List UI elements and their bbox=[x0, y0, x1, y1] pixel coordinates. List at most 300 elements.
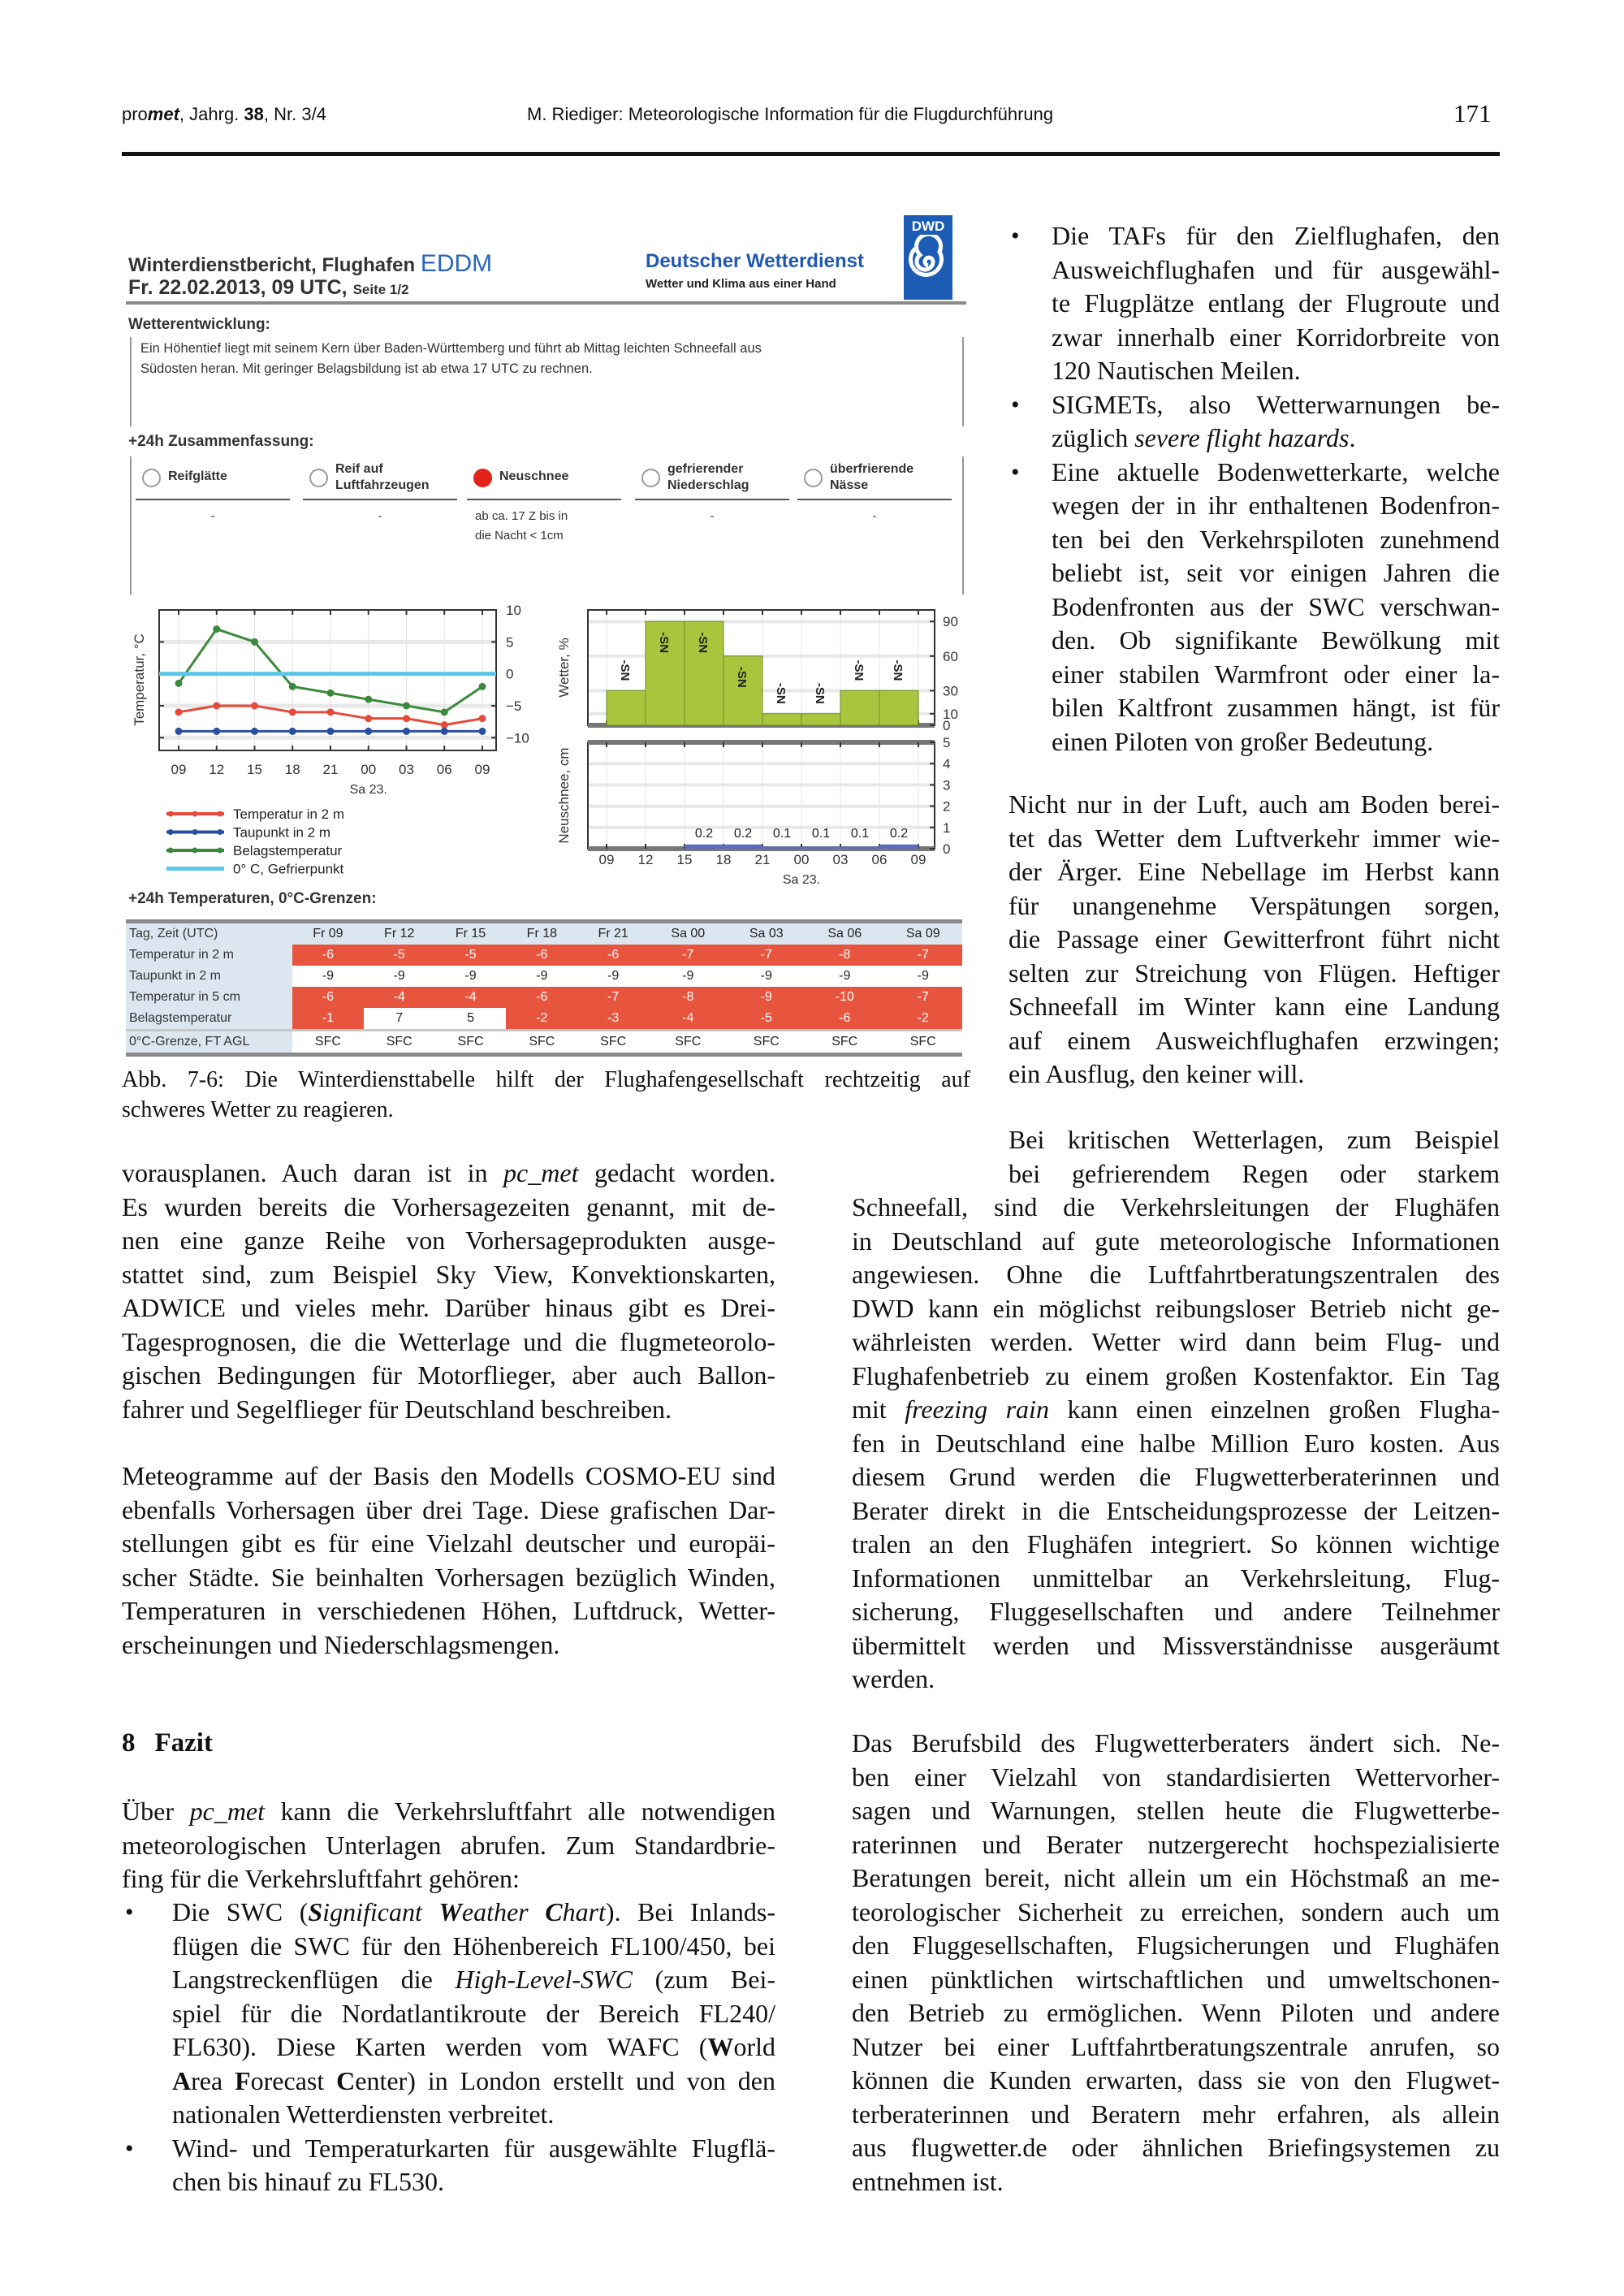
text-line bbox=[1009, 1157, 1500, 1191]
text-line bbox=[852, 2131, 1500, 2165]
data-point bbox=[441, 728, 448, 735]
list-item bbox=[1011, 456, 1500, 759]
paragraph bbox=[1009, 788, 1500, 1092]
y-tick-label: 0 bbox=[943, 718, 951, 733]
text-line-content: Ausweichflughafen und für ausgewähl- bbox=[1052, 254, 1500, 284]
org-tagline: Wetter und Klima aus einer Hand bbox=[646, 277, 836, 291]
text-line bbox=[852, 1562, 1500, 1596]
y-tick-label: 0 bbox=[506, 666, 514, 682]
text-line-content: währleisten werden. Wetter wird dann beim Flug- und bbox=[852, 1327, 1500, 1356]
summary-label-line: Reif auf bbox=[335, 462, 383, 476]
table-cell: -9 bbox=[917, 969, 929, 983]
text-line-content: Beratungen bereit, nicht allein um ein Höchstmaß an me- bbox=[852, 1863, 1500, 1892]
table-cell: -6 bbox=[577, 945, 649, 966]
text-line bbox=[1009, 889, 1500, 923]
text-line bbox=[852, 1595, 1500, 1629]
bar bbox=[879, 690, 918, 725]
text-line bbox=[1009, 957, 1500, 991]
bar bbox=[762, 714, 801, 725]
text-line-content: tralen an den Flughäfen integriert. So können wichtige bbox=[852, 1529, 1500, 1559]
column-header: Sa 03 bbox=[728, 922, 806, 945]
text-line bbox=[852, 1929, 1500, 1963]
x-axis-label: Sa 23. bbox=[349, 783, 387, 797]
text-line-content: die Passage einer Gewitterfront führt nicht bbox=[1009, 924, 1500, 953]
text-line-content: ein Ausflug, den keiner will. bbox=[1009, 1059, 1305, 1088]
text-line bbox=[852, 1393, 1500, 1427]
text-line-content: Die SWC (Significant Weather Chart). Bei Inlands- bbox=[172, 1897, 776, 1926]
y-tick-label: 10 bbox=[506, 603, 521, 618]
x-tick-label: 21 bbox=[754, 852, 771, 867]
table-cell: -6 bbox=[806, 1008, 883, 1031]
legend-marker bbox=[218, 811, 223, 817]
bullet-icon: • bbox=[1011, 458, 1020, 486]
table-cell: -7 bbox=[728, 945, 806, 966]
table-cell: -8 bbox=[649, 987, 727, 1008]
bar-label: -SN bbox=[891, 659, 905, 681]
text-line bbox=[852, 1460, 1500, 1494]
italic-text: freezing rain bbox=[905, 1394, 1049, 1424]
bar bbox=[762, 846, 801, 849]
italic-text: hart bbox=[562, 1897, 606, 1926]
text-line bbox=[1052, 219, 1500, 253]
y-tick-label: −10 bbox=[506, 730, 529, 746]
text-line-content: bei gefrierendem Regen oder starkem bbox=[1009, 1158, 1500, 1188]
journal-name-emphasis: met bbox=[147, 104, 179, 124]
y-tick-label: 90 bbox=[943, 614, 958, 630]
text-line bbox=[1009, 855, 1500, 889]
italic-text: pc_met bbox=[189, 1797, 266, 1826]
x-tick-label: 18 bbox=[284, 762, 300, 777]
table-cell: -5 bbox=[435, 945, 507, 966]
section-title: Fazit bbox=[154, 1728, 213, 1758]
text-line bbox=[1052, 523, 1500, 557]
x-tick-label: 21 bbox=[322, 762, 339, 777]
text-line-content: scher Städte. Sie beinhalten Vorhersagen bezüglich Winden, bbox=[122, 1562, 775, 1592]
paragraph bbox=[852, 1727, 1500, 2199]
text-line bbox=[122, 1325, 775, 1360]
table-cell: -9 bbox=[536, 969, 548, 983]
bullet-list bbox=[125, 1896, 776, 2199]
column-header: Tag, Zeit (UTC) bbox=[126, 922, 292, 945]
summary-value-line: die Nacht < 1cm bbox=[475, 529, 564, 543]
text-line bbox=[122, 1795, 775, 1829]
italic-text: severe flight hazards bbox=[1134, 423, 1350, 452]
text-line-content: Area Forecast Center) in London erstellt und von den bbox=[172, 2065, 776, 2095]
text-line bbox=[1009, 822, 1500, 856]
text-line bbox=[1009, 923, 1500, 957]
text-line bbox=[1052, 422, 1500, 456]
paragraph bbox=[122, 1157, 775, 1426]
data-point bbox=[327, 708, 335, 716]
winter-service-report-figure bbox=[126, 213, 970, 1057]
paragraph bbox=[1009, 1123, 1500, 1191]
text-line-content: auf einem Ausweichflughafen erzwingen; bbox=[1009, 1025, 1500, 1055]
x-tick-label: 15 bbox=[247, 762, 262, 777]
temperature-table bbox=[126, 919, 962, 1057]
text-line-content: Das Berufsbild des Flugwetterberaters ändert sich. Ne- bbox=[852, 1728, 1500, 1758]
y-tick-label: 60 bbox=[943, 648, 958, 664]
data-point bbox=[365, 715, 372, 722]
text-line bbox=[1052, 590, 1500, 625]
summary-value-line: ab ca. 17 Z bis in bbox=[475, 509, 568, 523]
text-line bbox=[122, 1095, 970, 1125]
bar-label: -SN bbox=[618, 659, 632, 681]
bar bbox=[723, 845, 762, 849]
charts bbox=[126, 213, 970, 895]
table-cell: -2 bbox=[506, 1008, 577, 1031]
x-tick-label: 00 bbox=[793, 852, 810, 867]
text-line bbox=[1052, 253, 1500, 288]
text-line-content: Informationen unmittelbar an Verkehrsleitung, Flug- bbox=[852, 1563, 1500, 1593]
table-cell: SFC bbox=[506, 1031, 577, 1055]
text-line-content: stattet sind, zum Beispiel Sky View, Konvektionskarten, bbox=[122, 1259, 775, 1289]
y-tick-label: 30 bbox=[943, 683, 958, 699]
text-line bbox=[122, 1829, 775, 1863]
legend-marker bbox=[218, 829, 223, 835]
development-text-line: Ein Höhentief liegt mit seinem Kern über Baden-Württemberg und führt ab Mittag leichten Schneefall aus bbox=[140, 341, 762, 356]
text-line-content: Meteogramme auf der Basis den Modells COSMO-EU sind bbox=[122, 1461, 775, 1490]
text-line bbox=[852, 1861, 1500, 1896]
airport-code: EDDM bbox=[420, 250, 493, 277]
paragraph bbox=[852, 1191, 1500, 1697]
bullet-icon: • bbox=[125, 2134, 134, 2162]
italic-text: pc_met bbox=[503, 1158, 579, 1187]
text-line-content: in Deutschland auf gute meteorologische Informationen bbox=[852, 1226, 1500, 1256]
table-cell: -6 bbox=[292, 945, 364, 966]
text-line bbox=[122, 1459, 775, 1494]
bar bbox=[685, 845, 723, 849]
text-line-content: für unangenehme Verspätungen sorgen, bbox=[1009, 890, 1500, 920]
text-line-content: fing für die Verkehrsluftfahrt gehören: bbox=[122, 1864, 520, 1893]
text-line bbox=[122, 1359, 775, 1393]
text-line-content: aus flugwetter.de oder ähnlichen Briefingsystemen zu bbox=[852, 2133, 1500, 2162]
table-row bbox=[126, 987, 962, 1008]
text-line bbox=[852, 2165, 1500, 2199]
text-line-content: flügen die SWC für den Höhenbereich FL100/450, bei bbox=[172, 1931, 775, 1961]
table-cell: -9 bbox=[839, 969, 851, 983]
bar bbox=[840, 690, 879, 725]
column-header: Sa 09 bbox=[883, 922, 962, 945]
text-line-content: Über pc_met kann die Verkehrsluftfahrt alle notwendigen bbox=[122, 1797, 775, 1826]
bar bbox=[801, 714, 840, 725]
text-line-content: ADWICE und vieles mehr. Darüber hinaus gibt es Drei- bbox=[122, 1293, 775, 1322]
text-line-content: terberaterinnen und Beratern mehr erfahren, als allein bbox=[852, 2099, 1500, 2129]
text-line-content: den. Ob signifikante Bewölkung mit bbox=[1052, 625, 1500, 655]
text-line-content: bilen Kaltfront zusammen hängt, ist für bbox=[1052, 693, 1500, 722]
text-line bbox=[1052, 354, 1500, 388]
text-line-content: FL630). Diese Karten werden vom WAFC (World bbox=[172, 2032, 775, 2061]
bold-text: C bbox=[336, 2065, 356, 2095]
data-point bbox=[365, 728, 372, 735]
row-label: Temperatur in 2 m bbox=[126, 945, 292, 966]
y-axis-label: Wetter, % bbox=[556, 638, 572, 698]
text-line-content: Schneefall, sind die Verkehrsleitungen der Flughäfen bbox=[852, 1192, 1500, 1222]
column-header: Fr 12 bbox=[364, 922, 435, 945]
column-header: Fr 18 bbox=[506, 922, 577, 945]
x-tick-label: 03 bbox=[832, 852, 849, 867]
text-line-content: Temperaturen in verschiedenen Höhen, Luftdruck, Wetter- bbox=[122, 1596, 775, 1625]
legend-marker bbox=[218, 848, 223, 854]
text-line-content: Eine aktuelle Bodenwetterkarte, welche bbox=[1052, 456, 1500, 486]
text-line-content: nen eine ganze Reihe von Vorhersageprodukten ausge- bbox=[122, 1226, 775, 1255]
paragraph bbox=[122, 1459, 775, 1662]
table-cell: -4 bbox=[364, 987, 435, 1008]
legend-label: 0° C, Gefrierpunkt bbox=[233, 861, 344, 877]
legend-marker bbox=[192, 829, 198, 835]
text-line bbox=[172, 2065, 775, 2099]
table-cell: -6 bbox=[506, 945, 577, 966]
data-point bbox=[213, 702, 220, 709]
x-tick-label: 06 bbox=[436, 762, 452, 777]
text-line-content: 120 Nautischen Meilen. bbox=[1052, 356, 1301, 385]
text-line bbox=[852, 1794, 1500, 1828]
bar-label: 0.1 bbox=[850, 827, 870, 841]
text-line-content: einen Piloten von großer Bedeutung. bbox=[1052, 726, 1434, 756]
bar bbox=[840, 846, 879, 849]
summary-value-line: - bbox=[210, 509, 215, 523]
text-line-content: sagen und Warnungen, stellen heute die Flugwetterbe- bbox=[852, 1796, 1500, 1825]
table-cell: -9 bbox=[682, 969, 694, 983]
table-cell: -2 bbox=[883, 1008, 962, 1031]
dwd-logo-text: DWD bbox=[911, 218, 945, 234]
text-line bbox=[852, 1828, 1500, 1862]
bar-label: -SN bbox=[696, 632, 710, 654]
bar bbox=[607, 690, 646, 725]
text-line bbox=[852, 1896, 1500, 1930]
table-cell: SFC bbox=[292, 1031, 364, 1055]
legend-marker bbox=[192, 848, 198, 854]
plot-frame bbox=[588, 742, 935, 849]
text-line-content: selten zur Streichung von Flügen. Heftiger bbox=[1009, 958, 1500, 988]
legend-label: Taupunkt in 2 m bbox=[233, 824, 331, 841]
text-line-content: fen in Deutschland eine halbe Million Euro kosten. Aus bbox=[852, 1428, 1500, 1458]
table-cell: -9 bbox=[728, 987, 806, 1008]
bold-text: A bbox=[172, 2065, 192, 2095]
text-line bbox=[122, 1065, 970, 1095]
text-line bbox=[172, 2132, 775, 2166]
table-cell: -9 bbox=[393, 969, 405, 983]
summary-label-line: überfrierende bbox=[830, 462, 914, 476]
page-number: 171 bbox=[1453, 99, 1492, 128]
table-cell: -6 bbox=[506, 987, 577, 1008]
text-line-content: angewiesen. Ohne die Luftfahrtberatungszentralen des bbox=[852, 1260, 1500, 1289]
data-point bbox=[479, 715, 486, 722]
data-point bbox=[175, 708, 183, 716]
column-header: Fr 21 bbox=[577, 922, 649, 945]
summary-label-line: gefrierender bbox=[667, 462, 744, 476]
text-line-content: den Betrieb zu ermöglichen. Wenn Piloten und andere bbox=[852, 1998, 1500, 2027]
journal-year-label: , Jahrg. bbox=[179, 104, 244, 124]
text-line bbox=[1052, 456, 1500, 490]
table-row bbox=[126, 945, 962, 966]
x-tick-label: 12 bbox=[637, 852, 654, 867]
table-cell: SFC bbox=[883, 1031, 962, 1055]
data-point bbox=[251, 638, 258, 646]
text-line-content: mit freezing rain kann einen einzelnen großen Flugha- bbox=[852, 1394, 1501, 1424]
text-line bbox=[122, 1527, 775, 1561]
text-line-content: Wind- und Temperaturkarten für ausgewählte Flugflä- bbox=[172, 2133, 775, 2163]
paragraph bbox=[122, 1795, 775, 1896]
column-header: Fr 09 bbox=[292, 922, 364, 945]
table-cell: -5 bbox=[364, 945, 435, 966]
summary-value-line: - bbox=[872, 509, 877, 523]
text-line bbox=[852, 2064, 1500, 2098]
text-line-content: entnehmen ist. bbox=[852, 2166, 1004, 2196]
text-line-content: einer stabilen Warmfront oder einer la- bbox=[1052, 659, 1500, 689]
data-point bbox=[441, 721, 448, 729]
development-heading: Wetterentwicklung: bbox=[128, 316, 270, 333]
data-point bbox=[327, 690, 335, 697]
text-line bbox=[122, 1628, 775, 1663]
text-line-content: Schneefall im Winter kann eine Landung bbox=[1009, 992, 1500, 1021]
text-line-content: raterinnen und Berater nutzergerecht hochspezialisierte bbox=[852, 1829, 1500, 1859]
list-item bbox=[1011, 388, 1500, 456]
data-point bbox=[365, 696, 372, 703]
text-line-content: Abb. 7-6: Die Winterdiensttabelle hilft der Flughafengesellschaft rechtzeitig auf bbox=[122, 1067, 970, 1092]
text-line-content: schweres Wetter zu reagieren. bbox=[122, 1097, 394, 1122]
bar-label: -SN bbox=[774, 682, 788, 704]
text-line-content: ebenfalls Vorhersagen über drei Tage. Diese grafischen Dar- bbox=[122, 1494, 775, 1524]
summary-value-line: - bbox=[710, 509, 715, 523]
text-line-content: Bodenfronten aus der SWC verschwan- bbox=[1052, 591, 1500, 621]
text-line bbox=[172, 2165, 775, 2199]
data-point bbox=[441, 708, 448, 716]
column-header: Sa 00 bbox=[649, 922, 727, 945]
text-line-content: fahrer und Segelflieger für Deutschland beschreiben. bbox=[122, 1394, 672, 1424]
text-line bbox=[122, 1594, 775, 1628]
row-label: 0°C-Grenze, FT AGL bbox=[126, 1031, 292, 1055]
list-item bbox=[125, 1896, 776, 2132]
data-point bbox=[289, 683, 296, 690]
table-cell: -1 bbox=[292, 1008, 364, 1031]
data-point bbox=[403, 702, 410, 709]
summary-label-line: Nässe bbox=[830, 478, 869, 492]
text-line bbox=[122, 1561, 775, 1595]
text-line bbox=[1009, 788, 1500, 822]
bold-text: S bbox=[308, 1897, 323, 1926]
text-line-content: spiel für die Nordatlantikroute der Bereich FL240/ bbox=[172, 1998, 775, 2028]
table-cell: SFC bbox=[806, 1031, 883, 1055]
text-line-content: Es wurden bereits die Vorhersagezeiten genannt, mit de- bbox=[122, 1191, 775, 1222]
text-line-content: erscheinungen und Niederschlagsmengen. bbox=[122, 1629, 560, 1659]
x-tick-label: 09 bbox=[598, 852, 615, 867]
journal-info bbox=[122, 104, 326, 125]
text-line-content: Nutzer bei einer Luftfahrtberatungszentrale anrufen, so bbox=[852, 2031, 1500, 2061]
x-tick-label: 00 bbox=[361, 762, 377, 777]
text-line bbox=[122, 1291, 775, 1325]
table-row bbox=[126, 1008, 962, 1031]
text-line-content: Bei kritischen Wetterlagen, zum Beispiel bbox=[1009, 1125, 1500, 1154]
data-point bbox=[175, 728, 183, 735]
text-line bbox=[122, 1393, 775, 1427]
legend-marker bbox=[168, 811, 174, 817]
data-point bbox=[403, 728, 410, 735]
journal-volume: 38 bbox=[244, 104, 264, 124]
legend-label: Belagstemperatur bbox=[233, 843, 343, 858]
running-title: M. Riediger: Meteorologische Information für die Flugdurchführung bbox=[527, 104, 1054, 124]
text-line-content: werden. bbox=[852, 1664, 935, 1693]
table-cell: -10 bbox=[806, 987, 883, 1008]
x-tick-label: 12 bbox=[209, 762, 225, 777]
text-line bbox=[172, 1997, 775, 2031]
report-page: Seite 1/2 bbox=[352, 282, 409, 297]
summary-label-line: Niederschlag bbox=[667, 478, 749, 492]
text-line-content: diesem Grund werden die Flugwetterberaterinnen und bbox=[852, 1462, 1500, 1491]
data-point bbox=[175, 680, 183, 687]
report-date-text: Fr. 22.02.2013, 09 UTC, bbox=[128, 276, 348, 299]
bold-text: W bbox=[707, 2032, 734, 2061]
journal-issue: , Nr. 3/4 bbox=[263, 104, 326, 124]
text-line-content: ben einer Vielzahl von standardisierten Wettervorher- bbox=[852, 1762, 1500, 1792]
summary-value-line: - bbox=[378, 509, 382, 523]
y-axis-label: Temperatur, °C bbox=[132, 633, 147, 726]
text-line-content: den Fluggesellschaften, Flugsicherungen und Flughäfen bbox=[852, 1931, 1500, 1960]
text-line bbox=[1052, 725, 1500, 759]
text-line bbox=[122, 1862, 775, 1896]
report-title-text: Winterdienstbericht, Flughafen bbox=[128, 254, 416, 276]
list-item bbox=[125, 2132, 775, 2199]
text-line-content: te Flugplätze entlang der Flugroute und bbox=[1052, 288, 1500, 318]
text-line bbox=[852, 1494, 1500, 1529]
text-line bbox=[852, 1629, 1500, 1663]
text-line bbox=[122, 1494, 775, 1528]
text-line-content: einen pünktlichen wirtschaftlichen und umweltschonen- bbox=[852, 1964, 1500, 1994]
x-tick-label: 09 bbox=[910, 852, 926, 867]
table-cell: -3 bbox=[577, 1008, 649, 1031]
text-line bbox=[852, 1292, 1500, 1326]
y-tick-label: 0 bbox=[943, 841, 951, 857]
data-point bbox=[251, 702, 258, 709]
list-item bbox=[1011, 219, 1500, 388]
legend-marker bbox=[168, 848, 174, 854]
summary-label-line: Luftfahrzeugen bbox=[335, 478, 430, 492]
y-tick-label: 5 bbox=[943, 735, 951, 750]
figure-caption bbox=[122, 1065, 970, 1125]
text-line bbox=[172, 1896, 775, 1930]
text-line bbox=[852, 1528, 1500, 1562]
text-line bbox=[1052, 321, 1500, 355]
italic-text: eather bbox=[461, 1897, 546, 1926]
data-point bbox=[289, 708, 296, 716]
text-line bbox=[852, 1727, 1500, 1761]
table-cell: -7 bbox=[883, 987, 962, 1008]
text-line bbox=[852, 1663, 1500, 1697]
bold-text: F bbox=[235, 2065, 251, 2095]
x-tick-label: 09 bbox=[171, 762, 187, 777]
x-tick-label: 09 bbox=[474, 762, 490, 777]
text-line bbox=[1052, 489, 1500, 523]
table-cell: -7 bbox=[649, 945, 727, 966]
text-line-content: SIGMETs, also Wetterwarnungen be- bbox=[1052, 389, 1500, 419]
bullet-icon: • bbox=[1011, 223, 1020, 249]
text-line bbox=[1052, 556, 1500, 590]
text-line bbox=[122, 1258, 775, 1292]
row-label: Taupunkt in 2 m bbox=[126, 966, 292, 987]
x-tick-label: 03 bbox=[399, 762, 414, 777]
text-line-content: ten bei den Verkehrspiloten zunehmend bbox=[1052, 524, 1500, 554]
text-line bbox=[172, 1963, 775, 1997]
text-line bbox=[1052, 624, 1500, 658]
table-row bbox=[126, 1031, 962, 1055]
table-cell: SFC bbox=[364, 1031, 435, 1055]
bullet-icon: • bbox=[1011, 391, 1020, 418]
data-point bbox=[251, 728, 258, 735]
bar-label: 0.1 bbox=[772, 827, 792, 841]
bar-label: 0.1 bbox=[811, 827, 831, 841]
text-line bbox=[852, 1191, 1500, 1225]
y-tick-label: 3 bbox=[943, 777, 951, 793]
bar-label: -SN bbox=[852, 659, 866, 681]
